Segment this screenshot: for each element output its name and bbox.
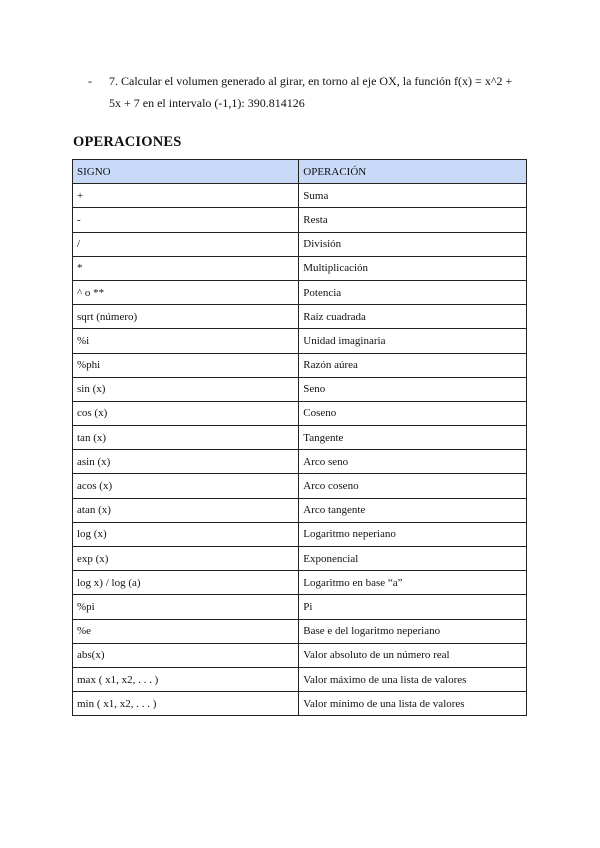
cell-operation: Multiplicación <box>299 256 527 280</box>
table-row <box>73 692 527 716</box>
table-row <box>73 208 527 232</box>
table-row <box>73 595 527 619</box>
cell-operation: Pi <box>299 595 527 619</box>
bullet-text-line-1: 7. Calcular el volumen generado al girar, en torno al eje OX, la función f(x) = x^2 + <box>109 74 513 88</box>
table-row <box>73 571 527 595</box>
cell-operation: Exponencial <box>299 547 527 571</box>
cell-operation: Logaritmo neperiano <box>299 522 527 546</box>
bullet-dash: - <box>88 74 92 88</box>
cell-sign: sqrt (número) <box>73 305 299 329</box>
cell-sign: max ( x1, x2, . . . ) <box>73 667 299 691</box>
cell-sign: atan (x) <box>73 498 299 522</box>
cell-operation: Logaritmo en base “a” <box>299 571 527 595</box>
cell-sign: abs(x) <box>73 643 299 667</box>
cell-sign: cos (x) <box>73 401 299 425</box>
cell-operation: Razón aúrea <box>299 353 527 377</box>
cell-operation: Base e del logaritmo neperiano <box>299 619 527 643</box>
cell-operation: Valor mínimo de una lista de valores <box>299 692 527 716</box>
table-row <box>73 643 527 667</box>
table-row <box>73 280 527 304</box>
bullet-text <box>109 70 537 114</box>
cell-operation: Unidad imaginaria <box>299 329 527 353</box>
cell-sign: %e <box>73 619 299 643</box>
table-row <box>73 619 527 643</box>
header-sign: SIGNO <box>73 160 299 184</box>
table-row <box>73 547 527 571</box>
cell-operation: Suma <box>299 184 527 208</box>
cell-sign: min ( x1, x2, . . . ) <box>73 692 299 716</box>
cell-sign: log x) / log (a) <box>73 571 299 595</box>
cell-operation: Valor máximo de una lista de valores <box>299 667 527 691</box>
cell-operation: Resta <box>299 208 527 232</box>
section-heading: OPERACIONES <box>73 134 182 150</box>
table-row <box>73 426 527 450</box>
cell-operation: Arco tangente <box>299 498 527 522</box>
cell-sign: ^ o ** <box>73 280 299 304</box>
cell-sign: - <box>73 208 299 232</box>
table-row <box>73 184 527 208</box>
cell-sign: / <box>73 232 299 256</box>
cell-operation: Seno <box>299 377 527 401</box>
cell-operation: Tangente <box>299 426 527 450</box>
cell-operation: Arco seno <box>299 450 527 474</box>
table-row <box>73 667 527 691</box>
table-row <box>73 498 527 522</box>
cell-sign: acos (x) <box>73 474 299 498</box>
cell-sign: + <box>73 184 299 208</box>
cell-operation: Potencia <box>299 280 527 304</box>
cell-sign: exp (x) <box>73 547 299 571</box>
cell-sign: log (x) <box>73 522 299 546</box>
table-row <box>73 522 527 546</box>
cell-operation: Raíz cuadrada <box>299 305 527 329</box>
table-row <box>73 232 527 256</box>
table-header-row <box>73 160 527 184</box>
table-row <box>73 256 527 280</box>
cell-sign: asin (x) <box>73 450 299 474</box>
table-row <box>73 377 527 401</box>
cell-operation: Valor absoluto de un número real <box>299 643 527 667</box>
table-row <box>73 401 527 425</box>
header-operation: OPERACIÓN <box>299 160 527 184</box>
bullet-text-line-2: 5x + 7 en el intervalo (-1,1): 390.814126 <box>109 96 305 110</box>
operations-table <box>72 159 527 716</box>
table-row <box>73 329 527 353</box>
cell-operation: División <box>299 232 527 256</box>
cell-operation: Arco coseno <box>299 474 527 498</box>
table-body <box>73 184 527 716</box>
cell-sign: %i <box>73 329 299 353</box>
cell-sign: tan (x) <box>73 426 299 450</box>
cell-sign: * <box>73 256 299 280</box>
table-row <box>73 450 527 474</box>
table-row <box>73 305 527 329</box>
table-row <box>73 353 527 377</box>
cell-sign: sin (x) <box>73 377 299 401</box>
cell-sign: %pi <box>73 595 299 619</box>
cell-operation: Coseno <box>299 401 527 425</box>
table-row <box>73 474 527 498</box>
cell-sign: %phi <box>73 353 299 377</box>
